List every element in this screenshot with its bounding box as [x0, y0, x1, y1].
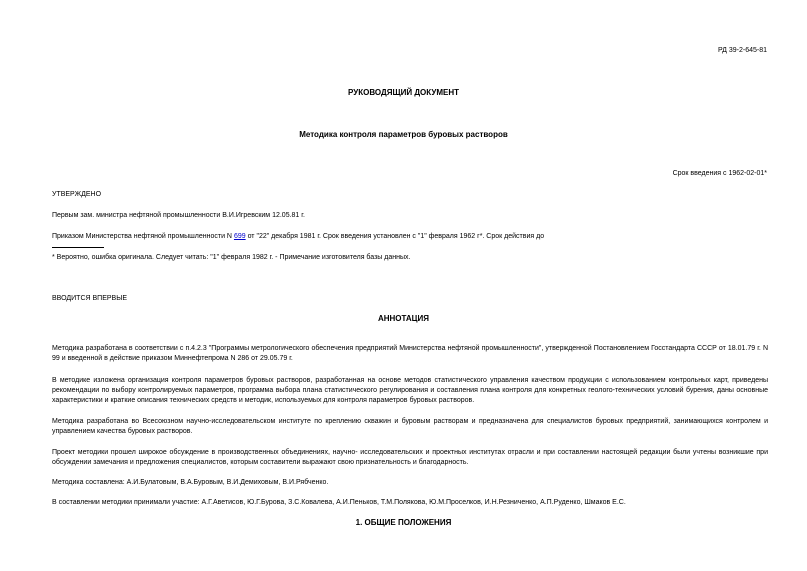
section-1-heading: 1. ОБЩИЕ ПОЛОЖЕНИЯ: [355, 518, 452, 527]
order-line: [52, 232, 544, 242]
annotation-paragraph-6: В составлении методики принимали участие: А.Г.Аветисов, Ю.Г.Бурова, З.С.Ковалева, А.И.Пеньков, Т.М.Полякова, Ю.М.Проселков, И.Н.Резниченко, А.П.Руденко, Шмаков Е.С.: [52, 499, 626, 506]
annotation-paragraph-5: Методика составлена: А.И.Булатовым, В.А.Буровым, В.И.Демиховым, В.И.Рябченко.: [52, 479, 329, 486]
footnote-divider: [52, 247, 104, 248]
order-suffix: от "22" декабря 1981 г. Срок введения установлен с "1" февраля 1962 г*. Срок действия до: [245, 233, 545, 240]
document-code: РД 39-2-645-81: [717, 47, 767, 54]
annotation-paragraph-3: Методика разработана во Всесоюзном научно-исследовательском институте по креплению скважин и буровым растворам и предназначена для специалистов буровых предприятий, занимающихся контролем и управлением качества буровых растворов.: [52, 418, 768, 435]
introduced-label: ВВОДИТСЯ ВПЕРВЫЕ: [52, 295, 128, 302]
approved-by: Первым зам. министра нефтяной промышленности В.И.Игревским 12.05.81 г.: [52, 212, 305, 219]
annotation-paragraph-4: Проект методики прошел широкое обсуждение в производственных объединениях, научно- исследовательских и проектных институтах отрасли и при составлении настоящей редакции были учтены возникшие при обсуждении замечания и предложения специалистов, которым составители выражают свою признательность и благодарность.: [52, 449, 768, 466]
document-title: Методика контроля параметров буровых растворов: [299, 130, 508, 139]
order-number-link[interactable]: 699: [233, 233, 246, 240]
effective-date: Срок введения с 1962-02-01*: [672, 170, 767, 177]
footnote: * Вероятно, ошибка оригинала. Следует читать: "1" февраля 1982 г. - Примечание изготовителя базы данных.: [52, 254, 411, 261]
annotation-paragraph-2: В методике изложена организация контроля параметров буровых растворов, разработанная на основе методов статистического управления качеством продукции с использованием контрольных карт, приведены рекомендации по выбору контролируемых параметров, программа выбора плана статистического регулирования и составления плана контроля для конкретных геолого-технических условий бурения, даны основные характеристики и краткие описания технических средств и методик, используемых для контроля параметров буровых растворов.: [52, 377, 768, 404]
annotation-heading: АННОТАЦИЯ: [377, 314, 430, 323]
document-type-heading: РУКОВОДЯЩИЙ ДОКУМЕНТ: [348, 88, 459, 97]
approved-label: УТВЕРЖДЕНО: [52, 191, 102, 198]
order-prefix: Приказом Министерства нефтяной промышленности N: [52, 233, 234, 240]
annotation-paragraph-1: Методика разработана в соответствии с п.4.2.3 "Программы метрологического обеспечения предприятий Министерства нефтяной промышленности", утвержденной Постановлением Госстандарта СССР от 18.01.79 г. N 99 и введенной в действие приказом Миннефтепрома N 286 от 29.05.79 г.: [52, 345, 768, 362]
